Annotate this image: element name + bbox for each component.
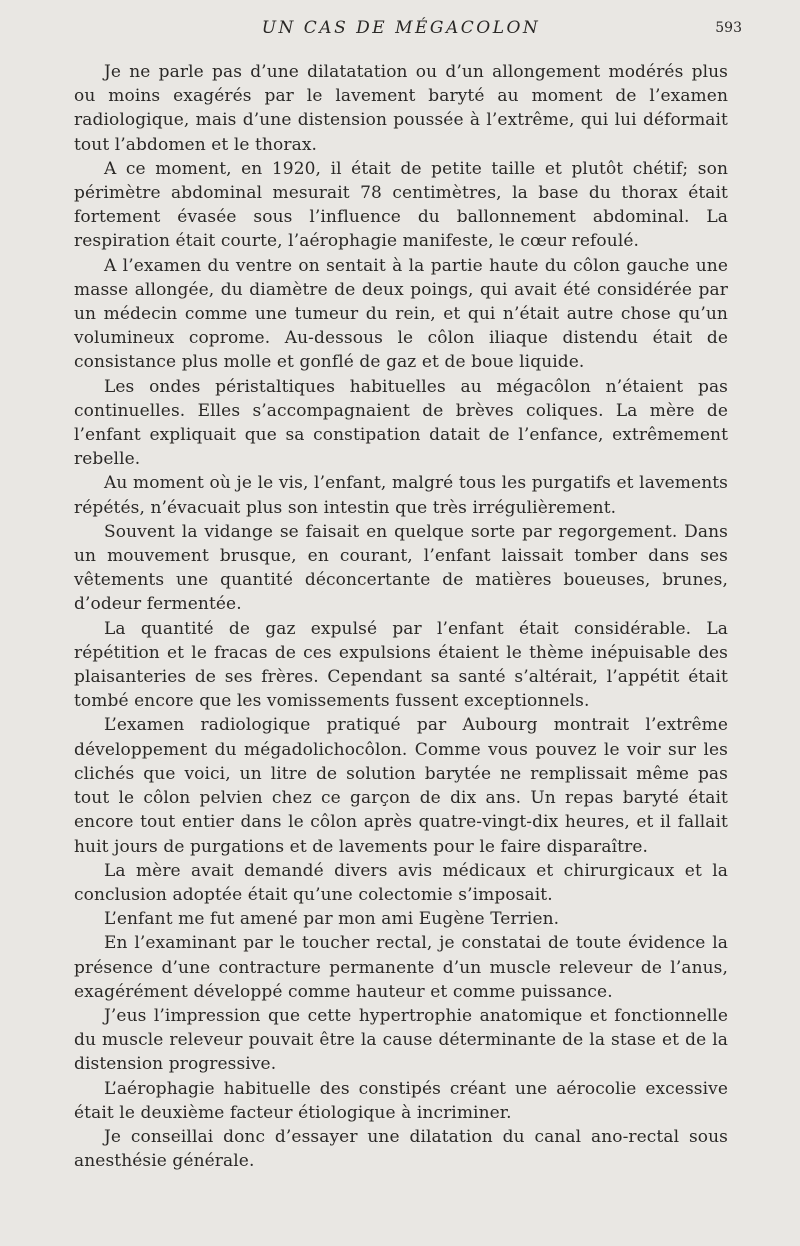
paragraph: A l’examen du ventre on sentait à la partie haute du côlon gauche une masse allongée, du diamètre de deux poings, qui avait été considérée par un médecin comme une tumeur du rein, et qui n’était autre chose qu’un volumineux coprome. Au-dessous le côlon iliaque distendu était de consistance plus molle et gonflé de gaz et de boue liquide. [74, 255, 728, 373]
page-number: 593 [715, 20, 742, 36]
paragraph: Je ne parle pas d’une dilatatation ou d’un allongement modérés plus ou moins exagérés par le lavement baryté au moment de l’examen radiologique, mais d’une distension poussée à l’extrême, qui lui déformait tout l’abdomen et le thorax. [74, 62, 728, 155]
paragraph: L’aérophagie habituelle des constipés créant une aérocolie excessive était le deuxième facteur étiologique à incriminer. [74, 1078, 728, 1123]
paragraph: La mère avait demandé divers avis médicaux et chirurgicaux et la conclusion adoptée était qu’une colectomie s’imposait. [74, 860, 728, 905]
paragraph: Au moment où je le vis, l’enfant, malgré tous les purgatifs et lavements répétés, n’évacuait plus son intestin que très irrégulièrement. [74, 473, 728, 518]
running-header [74, 14, 742, 48]
body-text [74, 60, 728, 1173]
paragraph: L’enfant me fut amené par mon ami Eugène Terrien. [104, 909, 560, 930]
paragraph: La quantité de gaz expulsé par l’enfant était considérable. La répétition et le fracas de ces expulsions étaient le thème inépuisable des plaisanteries de ses frères. Cependant sa santé s’altérait, l’appétit était tombé encore que les vomissements fussent exceptionnels. [74, 618, 728, 712]
paragraph: A ce moment, en 1920, il était de petite taille et plutôt chétif; son périmètre abdominal mesurait 78 centimètres, la base du thorax était fortement évasée sous l’influence du ballonnement abdominal. La respiration était courte, l’aérophagie manifeste, le cœur refoulé. [74, 158, 728, 252]
paragraph: Les ondes péristaltiques habituelles au mégacôlon n’étaient pas continuelles. Elles s’accompagnaient de brèves coliques. La mère de l’enfant expliquait que sa constipation datait de l’enfance, extrêmement rebelle. [74, 376, 728, 470]
paragraph: Souvent la vidange se faisait en quelque sorte par regorgement. Dans un mouvement brusque, en courant, l’enfant laissait tomber dans ses vêtements une quantité déconcertante de matières boueuses, brunes, d’odeur fermentée. [74, 521, 728, 615]
running-title: UN CAS DE MÉGACOLON [261, 18, 541, 38]
paragraph: En l’examinant par le toucher rectal, je constatai de toute évidence la présence d’une contracture permanente d’un muscle releveur de l’anus, exagérément développé comme hauteur et comme puissance. [74, 933, 728, 1002]
paragraph: J’eus l’impression que cette hypertrophie anatomique et fonctionnelle du muscle releveur pouvait être la cause déterminante de la stase et de la distension progressive. [74, 1005, 728, 1075]
paragraph: Je conseillai donc d’essayer une dilatation du canal ano-rectal sous anesthésie générale. [74, 1126, 728, 1172]
paragraph: L’examen radiologique pratiqué par Aubourg montrait l’extrême développement du mégadolichocôlon. Comme vous pouvez le voir sur les clichés que voici, un litre de solution barytée ne remplissait même pas tout le côlon pelvien chez ce garçon de dix ans. Un repas baryté était encore tout entier dans le côlon après quatre-vingt-dix heures, et il fallait huit jours de purgations et de lavements pour le faire disparaître. [74, 715, 728, 857]
